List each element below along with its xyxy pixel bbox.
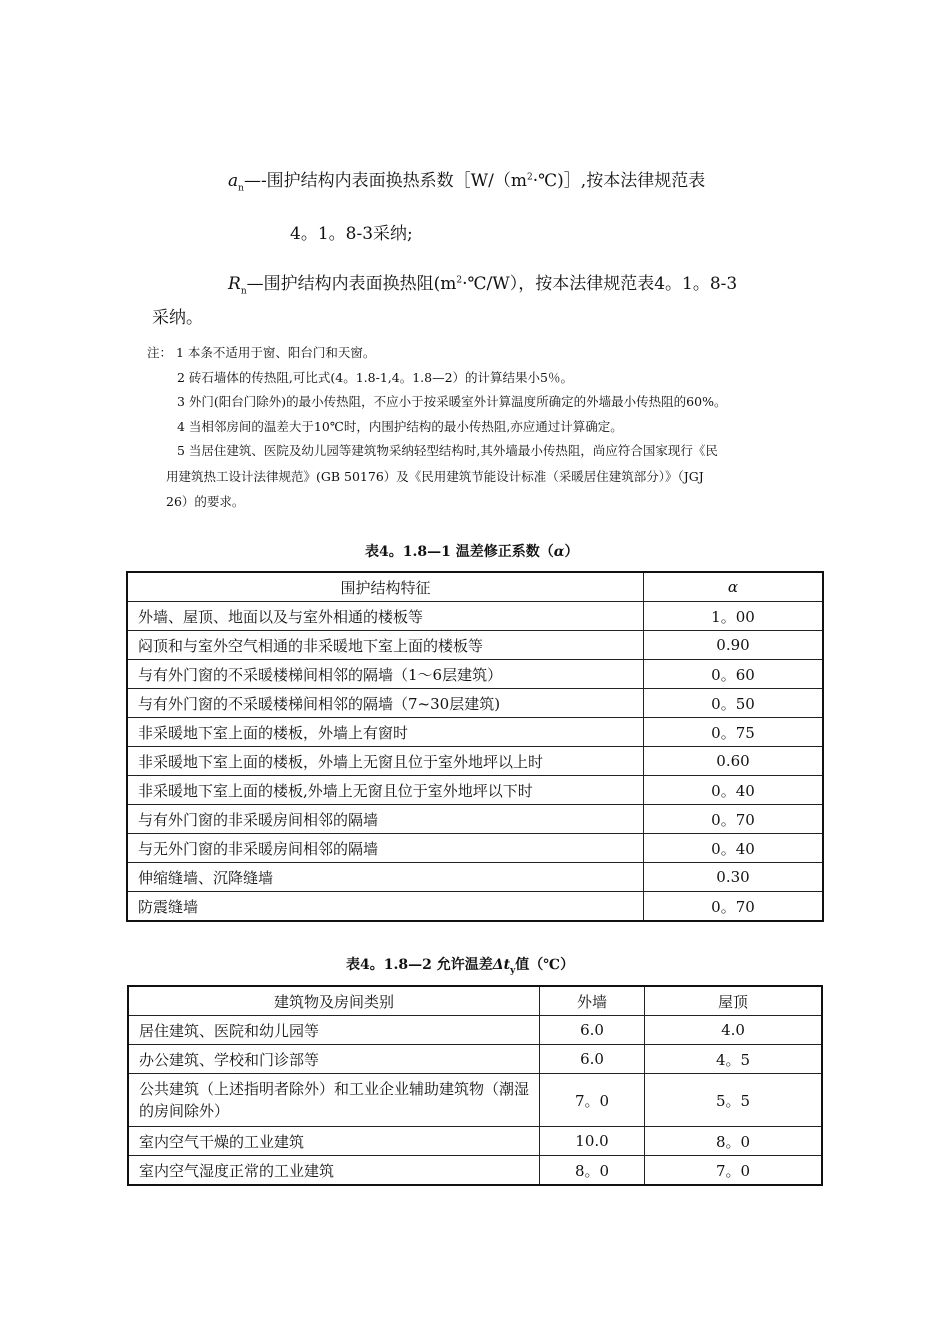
row-wall-value: 10.0	[540, 1127, 645, 1156]
table-row	[128, 1016, 822, 1045]
row-label: 伸缩缝墙、沉降缝墙	[127, 863, 644, 892]
symbol-r: R	[228, 274, 241, 294]
row-value: 0。50	[644, 689, 824, 718]
definition-an	[228, 166, 705, 193]
definition-rn-continued: 采纳。	[152, 308, 203, 328]
definition-an-continued: 4。1。8-3采纳;	[290, 224, 413, 244]
superscript-2: 2	[456, 275, 463, 286]
row-label: 与有外门窗的不采暖楼梯间相邻的隔墙（7~30层建筑)	[127, 689, 644, 718]
row-label: 与无外门窗的非采暖房间相邻的隔墙	[127, 834, 644, 863]
table-header-row	[127, 572, 823, 602]
row-value: 0。75	[644, 718, 824, 747]
row-value: 0。60	[644, 660, 824, 689]
row-roof-value: 4。5	[645, 1045, 823, 1074]
row-value: 0。40	[644, 834, 824, 863]
row-roof-value: 8。0	[645, 1127, 823, 1156]
header-exterior-wall: 外墙	[540, 986, 645, 1016]
definition-an-text2: ·℃)］,按本法律规范表	[532, 171, 706, 191]
row-value: 0.60	[644, 747, 824, 776]
table-row	[127, 863, 823, 892]
row-wall-value: 6.0	[540, 1016, 645, 1045]
symbol-a: a	[228, 171, 239, 191]
row-value: 0.90	[644, 631, 824, 660]
table-row	[128, 1127, 822, 1156]
table1-title-text: 表4。1.8—1 温差修正系数（	[365, 544, 554, 560]
row-label: 与有外门窗的不采暖楼梯间相邻的隔墙（1～6层建筑）	[127, 660, 644, 689]
note-5-line-3: 26）的要求。	[166, 494, 245, 509]
definition-rn-text2: ·℃/W），按本法律规范表4。1。8-3	[462, 274, 738, 294]
row-roof-value: 4.0	[645, 1016, 823, 1045]
table-row	[128, 1074, 822, 1127]
table2-title-end: 值（℃）	[515, 957, 575, 973]
table-row	[128, 1156, 822, 1186]
header-building-type: 建筑物及房间类别	[128, 986, 540, 1016]
header-alpha: α	[644, 572, 824, 602]
row-label: 公共建筑（上述指明者除外）和工业企业辅助建筑物（潮湿的房间除外）	[128, 1074, 540, 1127]
row-value: 0。70	[644, 805, 824, 834]
row-label: 外墙、屋顶、地面以及与室外相通的楼板等	[127, 602, 644, 631]
table2-title-text: 表4。1.8—2 允许温差	[346, 957, 493, 973]
subscript-n: n	[240, 286, 247, 297]
definition-rn-text: —围护结构内表面换热阻(m	[246, 274, 457, 294]
header-characteristic: 围护结构特征	[127, 572, 644, 602]
row-roof-value: 5。5	[645, 1074, 823, 1127]
row-wall-value: 7。0	[540, 1074, 645, 1127]
table2-title-symbol: Δt	[492, 957, 511, 973]
allowed-temperature-difference-table	[127, 985, 823, 1186]
row-label: 防震缝墙	[127, 892, 644, 922]
row-wall-value: 8。0	[540, 1156, 645, 1186]
row-wall-value: 6.0	[540, 1045, 645, 1074]
table2-title	[346, 954, 574, 976]
table-row	[127, 631, 823, 660]
row-label: 非采暖地下室上面的楼板，外墙上有窗时	[127, 718, 644, 747]
table-row	[127, 602, 823, 631]
row-value: 1。00	[644, 602, 824, 631]
table-row	[127, 892, 823, 922]
note-4: 4 当相邻房间的温差大于10℃时，内围护结构的最小传热阻,亦应通过计算确定。	[177, 419, 623, 434]
row-label: 室内空气干燥的工业建筑	[128, 1127, 540, 1156]
table2-title-sub: y	[510, 965, 516, 976]
table-row	[127, 689, 823, 718]
row-label: 室内空气湿度正常的工业建筑	[128, 1156, 540, 1186]
superscript-2: 2	[527, 172, 533, 183]
table-row	[127, 776, 823, 805]
temperature-correction-table	[126, 571, 824, 922]
table1-title-end: ）	[564, 544, 579, 560]
row-label: 与有外门窗的非采暖房间相邻的隔墙	[127, 805, 644, 834]
table-row	[127, 747, 823, 776]
row-label: 居住建筑、医院和幼儿园等	[128, 1016, 540, 1045]
subscript-n: n	[238, 183, 244, 194]
table-row	[127, 834, 823, 863]
row-label: 非采暖地下室上面的楼板,外墙上无窗且位于室外地坪以下时	[127, 776, 644, 805]
note-1: 注： 1 本条不适用于窗、阳台门和天窗。	[147, 345, 376, 360]
table-row	[127, 718, 823, 747]
row-label: 闷顶和与室外空气相通的非采暖地下室上面的楼板等	[127, 631, 644, 660]
row-value: 0。40	[644, 776, 824, 805]
note-2: 2 砖石墙体的传热阻,可比式(4。1.8-1,4。1.8—2）的计算结果小5％。	[177, 370, 573, 385]
row-label: 办公建筑、学校和门诊部等	[128, 1045, 540, 1074]
note-5: 5 当居住建筑、医院及幼儿园等建筑物采纳轻型结构时,其外墙最小传热阻，尚应符合国家现行《民	[177, 443, 718, 458]
definition-an-text: —-围护结构内表面换热系数［W/（m	[243, 171, 528, 191]
row-roof-value: 7。0	[645, 1156, 823, 1186]
row-value: 0.30	[644, 863, 824, 892]
table-header-row	[128, 986, 822, 1016]
table1-title	[365, 541, 579, 561]
header-roof: 屋顶	[645, 986, 823, 1016]
row-value: 0。70	[644, 892, 824, 922]
row-label: 非采暖地下室上面的楼板，外墙上无窗且位于室外地坪以上时	[127, 747, 644, 776]
note-3: 3 外门(阳台门除外)的最小传热阻，不应小于按采暖室外计算温度所确定的外墙最小传热阻的60%。	[177, 394, 727, 409]
table-row	[127, 805, 823, 834]
note-5-line-2: 用建筑热工设计法律规范》(GB 50176）及《民用建筑节能设计标准（采暖居住建筑部分）》（JGJ	[166, 469, 704, 484]
table-row	[128, 1045, 822, 1074]
definition-rn	[228, 269, 737, 296]
table-row	[127, 660, 823, 689]
table1-title-symbol: α	[553, 544, 565, 560]
